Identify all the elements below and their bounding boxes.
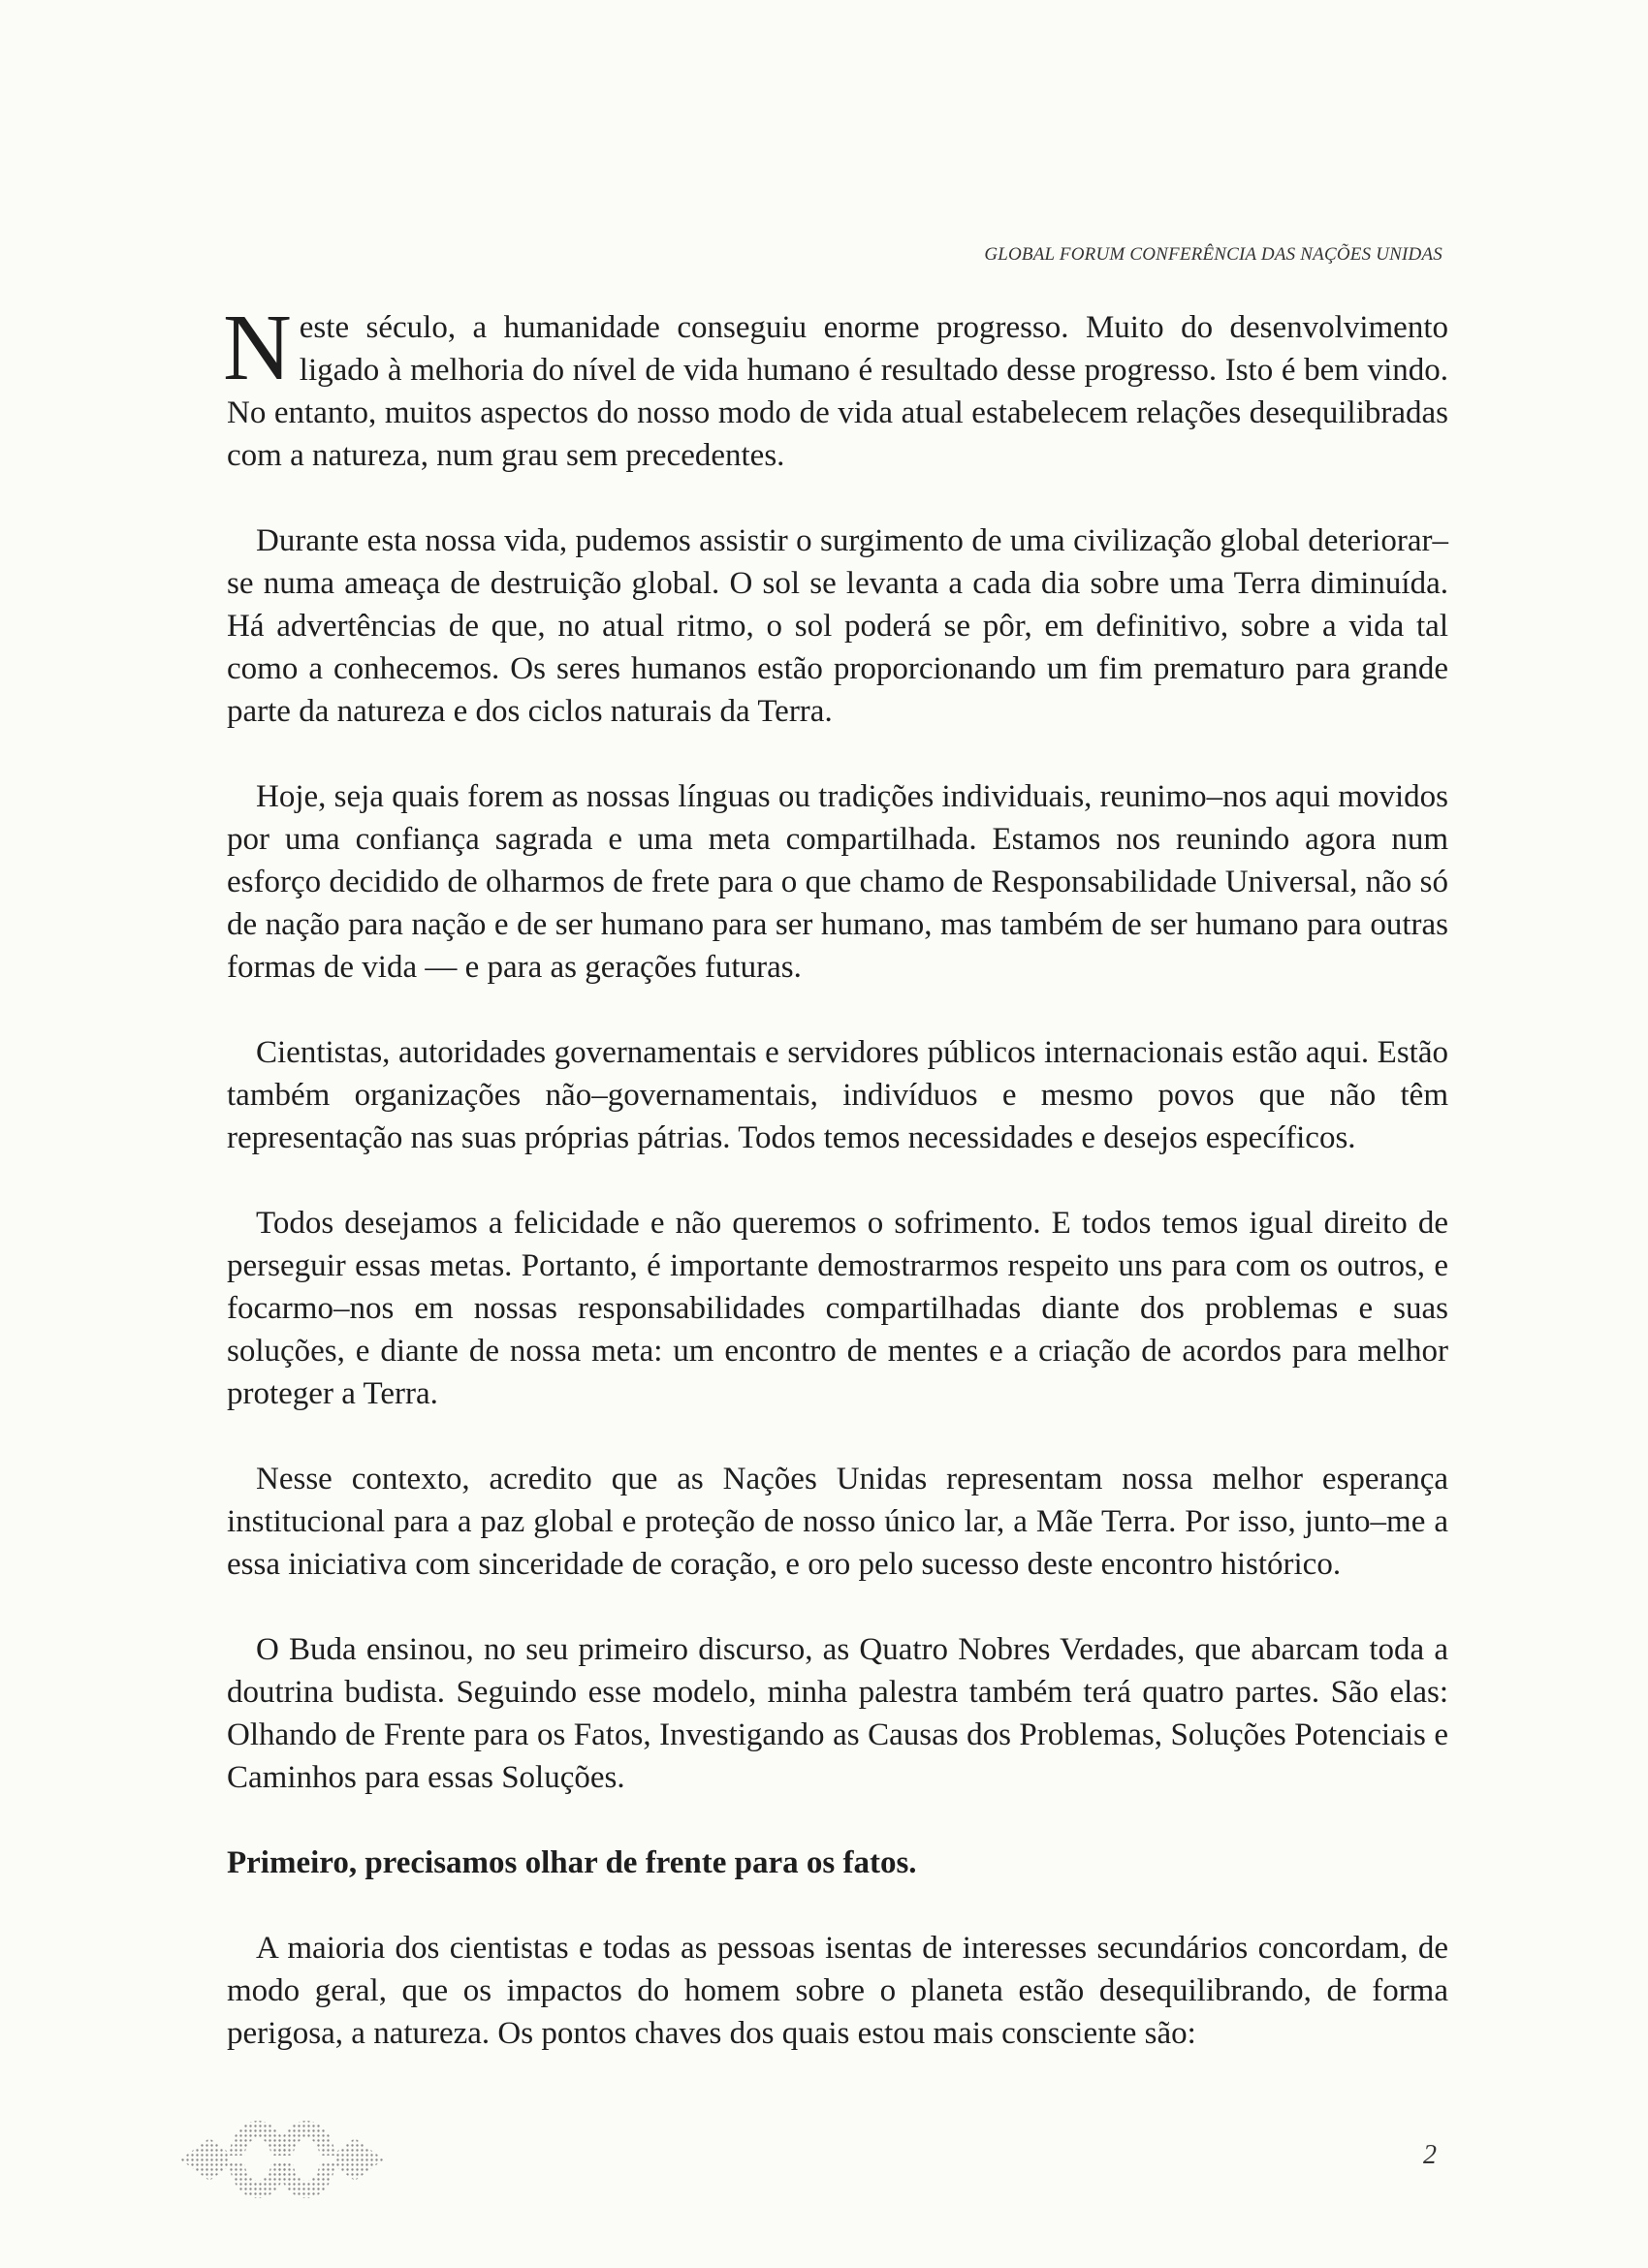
paragraph-1-text: este século, a humanidade conseguiu enorme progresso. Muito do desenvolvimento ligado à melhoria do nível de vida humano é resultado desse progresso. Isto é bem vindo. No entanto, muitos aspectos do nosso modo de vida atual estabelecem relações desequilibradas com a natureza, num grau sem precedentes. xyxy=(227,310,1448,473)
decorative-logo-icon xyxy=(171,2109,394,2210)
running-header: GLOBAL FORUM CONFERÊNCIA DAS NAÇÕES UNIDAS xyxy=(984,244,1442,265)
drop-cap: N xyxy=(223,296,292,400)
page-number: 2 xyxy=(1423,2140,1437,2170)
paragraph-3: Hoje, seja quais forem as nossas línguas ou tradições individuais, reunimo–nos aqui movidos por uma confiança sagrada e uma meta compartilhada. Estamos nos reunindo agora num esforço decidido de olharmos de frete para o que chamo de Responsabilidade Universal, não só de nação para nação e de ser humano para ser humano, mas também de ser humano para outras formas de vida — e para as gerações futuras. xyxy=(227,779,1448,985)
section-heading: Primeiro, precisamos olhar de frente para os fatos. xyxy=(227,1845,917,1880)
paragraph-2: Durante esta nossa vida, pudemos assistir o surgimento de uma civilização global deteriorar–se numa ameaça de destruição global. O sol se levanta a cada dia sobre uma Terra diminuída. Há advertências de que, no atual ritmo, o sol poderá se pôr, em definitivo, sobre a vida tal como a conhecemos. Os seres humanos estão proporcionando um fim prematuro para grande parte da natureza e dos ciclos naturais da Terra. xyxy=(227,523,1448,729)
body-text xyxy=(223,296,1448,2097)
paragraph-7: O Buda ensinou, no seu primeiro discurso, as Quatro Nobres Verdades, que abarcam toda a doutrina budista. Seguindo esse modelo, minha palestra também terá quatro partes. São elas: Olhando de Frente para os Fatos, Investigando as Causas dos Problemas, Soluções Potenciais e Caminhos para essas Soluções. xyxy=(227,1632,1448,1795)
paragraph-6: Nesse contexto, acredito que as Nações Unidas representam nossa melhor esperança institucional para a paz global e proteção de nosso único lar, a Mãe Terra. Por isso, junto–me a essa iniciativa com sinceridade de coração, e oro pelo sucesso deste encontro histórico. xyxy=(227,1462,1448,1582)
paragraph-5: Todos desejamos a felicidade e não queremos o sofrimento. E todos temos igual direito de perseguir essas metas. Portanto, é importante demostrarmos respeito uns para com os outros, e focarmo–nos em nossas responsabilidades compartilhadas diante dos problemas e suas soluções, e diante de nossa meta: um encontro de mentes e a criação de acordos para melhor proteger a Terra. xyxy=(227,1206,1448,1411)
closing-paragraph: A maioria dos cientistas e todas as pessoas isentas de interesses secundários concordam, de modo geral, que os impactos do homem sobre o planeta estão desequilibrando, de forma perigosa, a natureza. Os pontos chaves dos quais estou mais consciente são: xyxy=(227,1931,1448,2051)
paragraph-4: Cientistas, autoridades governamentais e servidores públicos internacionais estão aqui. Estão também organizações não–governamentais, indivíduos e mesmo povos que não têm representação nas suas próprias pátrias. Todos temos necessidades e desejos específicos. xyxy=(227,1035,1448,1155)
paragraph-1 xyxy=(223,296,1448,477)
